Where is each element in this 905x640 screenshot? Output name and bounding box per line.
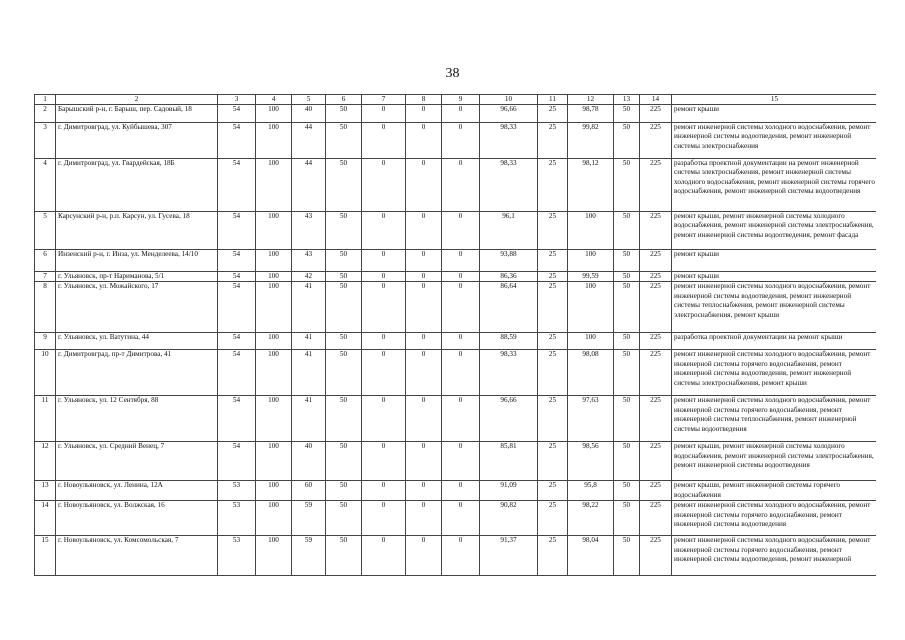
value-cell: 50 bbox=[614, 105, 640, 123]
value-cell: 99,59 bbox=[568, 272, 614, 282]
column-header: 14 bbox=[640, 95, 672, 105]
value-cell: 41 bbox=[292, 350, 326, 396]
value-cell: 54 bbox=[218, 123, 256, 159]
value-cell: 42 bbox=[292, 272, 326, 282]
value-cell: 98,33 bbox=[480, 159, 538, 212]
value-cell: 0 bbox=[406, 250, 442, 272]
value-cell: 98,78 bbox=[568, 105, 614, 123]
address-cell: г. Ульяновск, ул. 12 Сентября, 88 bbox=[56, 396, 218, 442]
value-cell: 0 bbox=[442, 442, 480, 481]
value-cell: 25 bbox=[538, 282, 568, 333]
row-number: 2 bbox=[35, 105, 56, 123]
value-cell: 0 bbox=[362, 442, 406, 481]
address-cell: г. Ульяновск, пр-т Нариманова, 5/1 bbox=[56, 272, 218, 282]
value-cell: 100 bbox=[256, 481, 292, 501]
value-cell: 50 bbox=[326, 481, 362, 501]
value-cell: 91,37 bbox=[480, 536, 538, 576]
value-cell: 25 bbox=[538, 123, 568, 159]
address-cell: г. Новоульяновск, ул. Волжская, 16 bbox=[56, 501, 218, 536]
value-cell: 0 bbox=[442, 333, 480, 350]
value-cell: 25 bbox=[538, 481, 568, 501]
value-cell: 98,56 bbox=[568, 442, 614, 481]
value-cell: 100 bbox=[568, 333, 614, 350]
value-cell: 50 bbox=[326, 442, 362, 481]
address-cell: Барышский р-н, г. Барыш, пер. Садовый, 18 bbox=[56, 105, 218, 123]
value-cell: 96,66 bbox=[480, 105, 538, 123]
value-cell: 40 bbox=[292, 442, 326, 481]
column-header: 7 bbox=[362, 95, 406, 105]
value-cell: 50 bbox=[614, 333, 640, 350]
column-header: 8 bbox=[406, 95, 442, 105]
address-cell: г. Ульяновск, ул. Средний Венец, 7 bbox=[56, 442, 218, 481]
works-cell: ремонт инженерной системы холодного водоснабжения, ремонт инженерной системы горячего водоснабжения, ремонт инженерной системы водоотведения, ремонт инженерной bbox=[672, 536, 877, 576]
value-cell: 25 bbox=[538, 333, 568, 350]
value-cell: 50 bbox=[326, 123, 362, 159]
value-cell: 41 bbox=[292, 396, 326, 442]
table-row bbox=[35, 536, 877, 576]
value-cell: 53 bbox=[218, 536, 256, 576]
column-header: 6 bbox=[326, 95, 362, 105]
value-cell: 50 bbox=[614, 501, 640, 536]
value-cell: 100 bbox=[256, 350, 292, 396]
value-cell: 98,22 bbox=[568, 501, 614, 536]
value-cell: 25 bbox=[538, 350, 568, 396]
value-cell: 100 bbox=[256, 212, 292, 250]
value-cell: 0 bbox=[406, 501, 442, 536]
value-cell: 225 bbox=[640, 501, 672, 536]
value-cell: 225 bbox=[640, 333, 672, 350]
value-cell: 54 bbox=[218, 212, 256, 250]
value-cell: 54 bbox=[218, 272, 256, 282]
value-cell: 0 bbox=[406, 272, 442, 282]
value-cell: 50 bbox=[614, 159, 640, 212]
address-cell: г. Ульяновск, ул. Ватутина, 44 bbox=[56, 333, 218, 350]
value-cell: 98,08 bbox=[568, 350, 614, 396]
column-header: 1 bbox=[35, 95, 56, 105]
value-cell: 0 bbox=[442, 481, 480, 501]
works-cell: ремонт крыши, ремонт инженерной системы холодного водоснабжения, ремонт инженерной системы электроснабжения, ремонт инженерной системы водоотведения, ремонт фасада bbox=[672, 212, 877, 250]
table-row bbox=[35, 282, 877, 333]
value-cell: 0 bbox=[406, 536, 442, 576]
value-cell: 225 bbox=[640, 105, 672, 123]
works-cell: ремонт крыши, ремонт инженерной системы холодного водоснабжения, ремонт инженерной системы электроснабжения, ремонт инженерной системы водоотведения bbox=[672, 442, 877, 481]
column-header: 15 bbox=[672, 95, 877, 105]
value-cell: 50 bbox=[326, 282, 362, 333]
value-cell: 0 bbox=[362, 282, 406, 333]
value-cell: 225 bbox=[640, 123, 672, 159]
value-cell: 25 bbox=[538, 105, 568, 123]
header-row bbox=[35, 95, 877, 105]
value-cell: 85,81 bbox=[480, 442, 538, 481]
value-cell: 225 bbox=[640, 212, 672, 250]
value-cell: 53 bbox=[218, 501, 256, 536]
row-number: 3 bbox=[35, 123, 56, 159]
row-number: 4 bbox=[35, 159, 56, 212]
value-cell: 98,12 bbox=[568, 159, 614, 212]
row-number: 12 bbox=[35, 442, 56, 481]
value-cell: 0 bbox=[362, 481, 406, 501]
value-cell: 0 bbox=[362, 123, 406, 159]
value-cell: 86,64 bbox=[480, 282, 538, 333]
value-cell: 93,88 bbox=[480, 250, 538, 272]
value-cell: 100 bbox=[256, 250, 292, 272]
value-cell: 0 bbox=[362, 536, 406, 576]
value-cell: 100 bbox=[568, 250, 614, 272]
value-cell: 0 bbox=[442, 396, 480, 442]
table-row bbox=[35, 159, 877, 212]
table-row bbox=[35, 212, 877, 250]
value-cell: 100 bbox=[256, 442, 292, 481]
value-cell: 0 bbox=[406, 481, 442, 501]
row-number: 6 bbox=[35, 250, 56, 272]
value-cell: 50 bbox=[614, 350, 640, 396]
value-cell: 100 bbox=[256, 501, 292, 536]
value-cell: 0 bbox=[442, 105, 480, 123]
table-row bbox=[35, 123, 877, 159]
value-cell: 0 bbox=[362, 501, 406, 536]
value-cell: 0 bbox=[406, 123, 442, 159]
value-cell: 96,1 bbox=[480, 212, 538, 250]
value-cell: 88,59 bbox=[480, 333, 538, 350]
table-row bbox=[35, 396, 877, 442]
value-cell: 50 bbox=[326, 396, 362, 442]
works-cell: ремонт инженерной системы холодного водоснабжения, ремонт инженерной системы водоотведения, ремонт инженерной системы электроснабжения bbox=[672, 123, 877, 159]
value-cell: 100 bbox=[256, 105, 292, 123]
value-cell: 225 bbox=[640, 159, 672, 212]
value-cell: 91,09 bbox=[480, 481, 538, 501]
works-cell: ремонт крыши bbox=[672, 272, 877, 282]
value-cell: 54 bbox=[218, 159, 256, 212]
table-row bbox=[35, 250, 877, 272]
value-cell: 50 bbox=[614, 212, 640, 250]
value-cell: 0 bbox=[442, 282, 480, 333]
value-cell: 0 bbox=[442, 350, 480, 396]
value-cell: 54 bbox=[218, 282, 256, 333]
row-number: 7 bbox=[35, 272, 56, 282]
value-cell: 25 bbox=[538, 250, 568, 272]
value-cell: 50 bbox=[614, 442, 640, 481]
address-cell: г. Димитровград, ул. Гвардейская, 18Б bbox=[56, 159, 218, 212]
address-cell: г. Димитровград, ул. Куйбышева, 307 bbox=[56, 123, 218, 159]
value-cell: 25 bbox=[538, 396, 568, 442]
value-cell: 225 bbox=[640, 396, 672, 442]
value-cell: 96,66 bbox=[480, 396, 538, 442]
table-row bbox=[35, 350, 877, 396]
value-cell: 40 bbox=[292, 105, 326, 123]
value-cell: 50 bbox=[326, 272, 362, 282]
value-cell: 0 bbox=[406, 212, 442, 250]
value-cell: 98,33 bbox=[480, 123, 538, 159]
value-cell: 25 bbox=[538, 536, 568, 576]
value-cell: 25 bbox=[538, 501, 568, 536]
value-cell: 43 bbox=[292, 250, 326, 272]
column-header: 4 bbox=[256, 95, 292, 105]
address-cell: г. Новоульяновск, ул. Комсомольская, 7 bbox=[56, 536, 218, 576]
value-cell: 0 bbox=[362, 159, 406, 212]
value-cell: 225 bbox=[640, 250, 672, 272]
column-header: 13 bbox=[614, 95, 640, 105]
value-cell: 60 bbox=[292, 481, 326, 501]
value-cell: 97,63 bbox=[568, 396, 614, 442]
value-cell: 100 bbox=[568, 282, 614, 333]
value-cell: 54 bbox=[218, 333, 256, 350]
value-cell: 0 bbox=[406, 159, 442, 212]
value-cell: 50 bbox=[326, 333, 362, 350]
value-cell: 50 bbox=[614, 272, 640, 282]
table-row bbox=[35, 105, 877, 123]
column-header: 5 bbox=[292, 95, 326, 105]
value-cell: 25 bbox=[538, 442, 568, 481]
value-cell: 50 bbox=[614, 396, 640, 442]
value-cell: 54 bbox=[218, 350, 256, 396]
works-cell: ремонт крыши bbox=[672, 250, 877, 272]
table-body bbox=[35, 95, 877, 576]
value-cell: 50 bbox=[614, 282, 640, 333]
value-cell: 0 bbox=[442, 501, 480, 536]
column-header: 12 bbox=[568, 95, 614, 105]
value-cell: 50 bbox=[326, 501, 362, 536]
column-header: 11 bbox=[538, 95, 568, 105]
column-header: 3 bbox=[218, 95, 256, 105]
value-cell: 54 bbox=[218, 105, 256, 123]
value-cell: 0 bbox=[406, 396, 442, 442]
value-cell: 50 bbox=[614, 481, 640, 501]
value-cell: 100 bbox=[568, 212, 614, 250]
value-cell: 50 bbox=[326, 212, 362, 250]
works-cell: ремонт крыши, ремонт инженерной системы горячего водоснабжения bbox=[672, 481, 877, 501]
value-cell: 0 bbox=[362, 212, 406, 250]
value-cell: 0 bbox=[442, 272, 480, 282]
table-row bbox=[35, 501, 877, 536]
value-cell: 100 bbox=[256, 272, 292, 282]
value-cell: 44 bbox=[292, 159, 326, 212]
value-cell: 225 bbox=[640, 536, 672, 576]
address-cell: г. Ульяновск, ул. Можайского, 17 bbox=[56, 282, 218, 333]
value-cell: 0 bbox=[362, 396, 406, 442]
table-row bbox=[35, 333, 877, 350]
value-cell: 54 bbox=[218, 396, 256, 442]
row-number: 14 bbox=[35, 501, 56, 536]
value-cell: 225 bbox=[640, 350, 672, 396]
value-cell: 0 bbox=[406, 333, 442, 350]
row-number: 10 bbox=[35, 350, 56, 396]
works-cell: ремонт инженерной системы холодного водоснабжения, ремонт инженерной системы горячего водоснабжения, ремонт инженерной системы водоотведения, ремонт инженерной системы электроснабжения, ремонт крыши bbox=[672, 350, 877, 396]
value-cell: 99,82 bbox=[568, 123, 614, 159]
value-cell: 100 bbox=[256, 536, 292, 576]
value-cell: 98,33 bbox=[480, 350, 538, 396]
value-cell: 225 bbox=[640, 481, 672, 501]
value-cell: 50 bbox=[614, 250, 640, 272]
works-cell: ремонт инженерной системы холодного водоснабжения, ремонт инженерной системы горячего водоснабжения, ремонт инженерной системы теплоснабжения, ремонт инженерной системы водоотведения bbox=[672, 396, 877, 442]
row-number: 9 bbox=[35, 333, 56, 350]
value-cell: 0 bbox=[362, 272, 406, 282]
table-row bbox=[35, 272, 877, 282]
value-cell: 225 bbox=[640, 442, 672, 481]
value-cell: 25 bbox=[538, 272, 568, 282]
table-row bbox=[35, 481, 877, 501]
value-cell: 0 bbox=[362, 350, 406, 396]
column-header: 2 bbox=[56, 95, 218, 105]
value-cell: 225 bbox=[640, 272, 672, 282]
value-cell: 0 bbox=[362, 333, 406, 350]
value-cell: 100 bbox=[256, 123, 292, 159]
row-number: 11 bbox=[35, 396, 56, 442]
value-cell: 50 bbox=[326, 159, 362, 212]
value-cell: 86,36 bbox=[480, 272, 538, 282]
column-header: 9 bbox=[442, 95, 480, 105]
value-cell: 100 bbox=[256, 333, 292, 350]
value-cell: 0 bbox=[406, 105, 442, 123]
value-cell: 0 bbox=[362, 250, 406, 272]
row-number: 13 bbox=[35, 481, 56, 501]
value-cell: 0 bbox=[442, 159, 480, 212]
value-cell: 0 bbox=[406, 442, 442, 481]
value-cell: 59 bbox=[292, 501, 326, 536]
value-cell: 53 bbox=[218, 481, 256, 501]
works-cell: ремонт крыши bbox=[672, 105, 877, 123]
value-cell: 54 bbox=[218, 250, 256, 272]
value-cell: 100 bbox=[256, 282, 292, 333]
value-cell: 50 bbox=[614, 123, 640, 159]
value-cell: 25 bbox=[538, 159, 568, 212]
value-cell: 0 bbox=[442, 250, 480, 272]
value-cell: 95,8 bbox=[568, 481, 614, 501]
value-cell: 90,82 bbox=[480, 501, 538, 536]
value-cell: 43 bbox=[292, 212, 326, 250]
value-cell: 50 bbox=[326, 105, 362, 123]
value-cell: 0 bbox=[362, 105, 406, 123]
value-cell: 59 bbox=[292, 536, 326, 576]
value-cell: 0 bbox=[406, 350, 442, 396]
works-cell: ремонт инженерной системы холодного водоснабжения, ремонт инженерной системы водоотведения, ремонт инженерной системы теплоснабжения, ремонт инженерной системы электроснабжения, ремонт крыши bbox=[672, 282, 877, 333]
value-cell: 98,04 bbox=[568, 536, 614, 576]
address-cell: Инзенский р-н, г. Инза, ул. Менделеева, 14/10 bbox=[56, 250, 218, 272]
value-cell: 100 bbox=[256, 396, 292, 442]
row-number: 5 bbox=[35, 212, 56, 250]
value-cell: 41 bbox=[292, 333, 326, 350]
works-cell: разработка проектной документации на ремонт инженерной системы электроснабжения, ремонт инженерной системы холодного водоснабжения, ремонт инженерной системы горячего водоснабжения, ремонт инженерной системы водоотведения bbox=[672, 159, 877, 212]
value-cell: 100 bbox=[256, 159, 292, 212]
value-cell: 41 bbox=[292, 282, 326, 333]
address-cell: Карсунский р-н, р.п. Карсун, ул. Гусева, 18 bbox=[56, 212, 218, 250]
row-number: 15 bbox=[35, 536, 56, 576]
value-cell: 0 bbox=[406, 282, 442, 333]
works-cell: ремонт инженерной системы холодного водоснабжения, ремонт инженерной системы горячего водоснабжения, ремонт инженерной системы водоотведения bbox=[672, 501, 877, 536]
value-cell: 54 bbox=[218, 442, 256, 481]
value-cell: 0 bbox=[442, 536, 480, 576]
value-cell: 0 bbox=[442, 212, 480, 250]
value-cell: 0 bbox=[442, 123, 480, 159]
data-table bbox=[34, 94, 876, 576]
column-header: 10 bbox=[480, 95, 538, 105]
value-cell: 50 bbox=[614, 536, 640, 576]
value-cell: 44 bbox=[292, 123, 326, 159]
value-cell: 25 bbox=[538, 212, 568, 250]
value-cell: 50 bbox=[326, 536, 362, 576]
value-cell: 50 bbox=[326, 250, 362, 272]
works-cell: разработка проектной документации на ремонт крыши bbox=[672, 333, 877, 350]
page-number: 38 bbox=[445, 66, 460, 81]
address-cell: г. Димитровград, пр-т Димитрова, 41 bbox=[56, 350, 218, 396]
data-table-container bbox=[34, 94, 876, 610]
value-cell: 50 bbox=[326, 350, 362, 396]
address-cell: г. Новоульяновск, ул. Ленина, 12А bbox=[56, 481, 218, 501]
value-cell: 225 bbox=[640, 282, 672, 333]
row-number: 8 bbox=[35, 282, 56, 333]
table-row bbox=[35, 442, 877, 481]
